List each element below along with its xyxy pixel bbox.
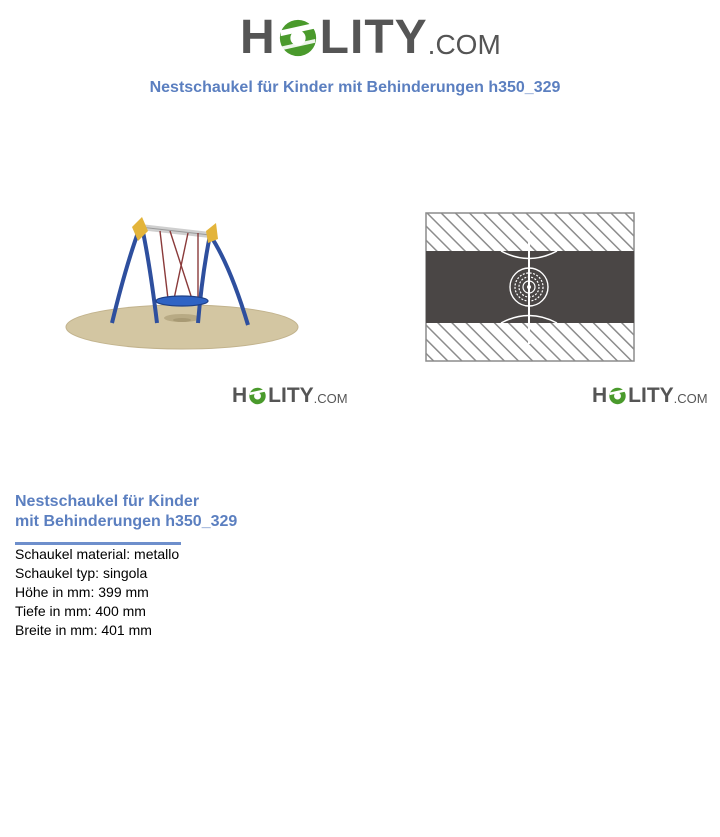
logo-domain: .COM — [427, 29, 501, 60]
page-title: Nestschaukel für Kinder mit Behinderungen h350_329 — [149, 79, 561, 96]
logo-o-icon — [277, 16, 319, 60]
logo-o-icon — [248, 386, 267, 406]
logo-text-prefix: H — [240, 11, 276, 64]
spec-item-width: Breite in mm: 401 mm — [15, 622, 152, 638]
plan-view-image — [425, 212, 635, 367]
logo-o-icon — [608, 386, 627, 406]
logo-domain: .COM — [313, 390, 348, 406]
logo-domain: .COM — [673, 390, 708, 406]
holity-logo-small[interactable] — [592, 385, 708, 406]
product-title — [15, 492, 315, 532]
logo-text-suffix: LITY — [319, 11, 428, 64]
logo-text-suffix: LITY — [628, 384, 674, 407]
spec-item-height: Höhe in mm: 399 mm — [15, 584, 149, 600]
spec-item-material: Schaukel material: metallo — [15, 546, 180, 562]
spec-item-depth: Tiefe in mm: 400 mm — [15, 603, 146, 619]
product-image — [60, 205, 305, 365]
logo-text-prefix: H — [232, 384, 248, 407]
holity-logo[interactable] — [240, 10, 501, 66]
spec-item-type: Schaukel typ: singola — [15, 565, 148, 581]
spec-list — [15, 545, 179, 640]
product-title-line-1: Nestschaukel für Kinder — [15, 493, 200, 510]
holity-logo-small[interactable] — [232, 385, 348, 406]
logo-text-suffix: LITY — [268, 384, 314, 407]
logo-text-prefix: H — [592, 384, 608, 407]
product-title-line-2: mit Behinderungen h350_329 — [15, 513, 238, 530]
